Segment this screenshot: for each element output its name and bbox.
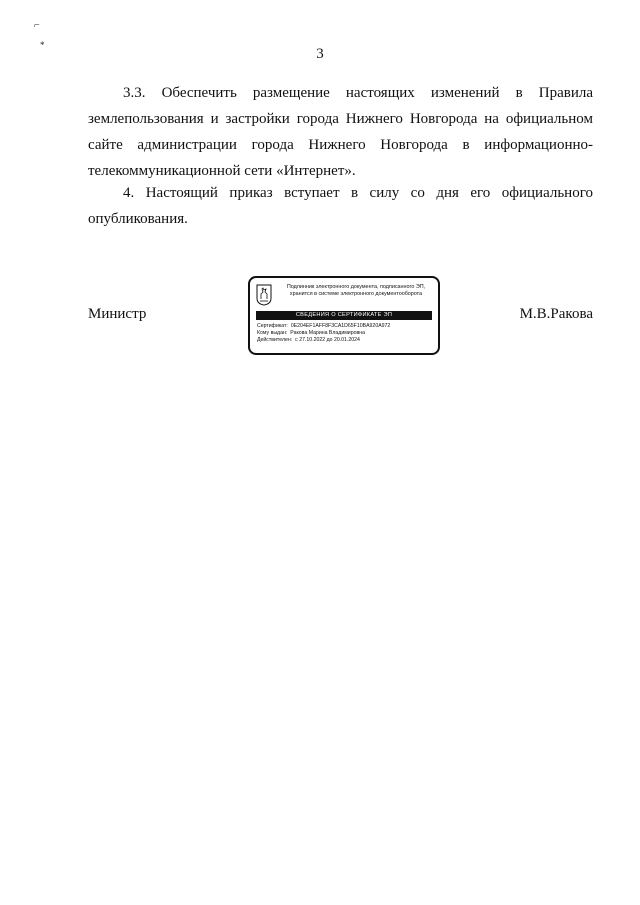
issued-label: Кому выдан:	[257, 330, 288, 336]
certificate-label: Сертификат:	[257, 323, 288, 329]
signer-name: М.В.Ракова	[519, 306, 593, 322]
stamp-details	[257, 323, 435, 344]
paragraph-3-3-end: телекоммуникационной сети «Интернет».	[88, 163, 356, 179]
paragraph-3-3	[88, 80, 593, 158]
valid-value: с 27.10.2022 до 20.01.2024	[295, 337, 360, 343]
valid-label: Действителен:	[257, 337, 293, 343]
signer-title: Министр	[88, 306, 147, 322]
scan-mark-top: ⌐	[34, 20, 40, 31]
scan-mark-second: *	[40, 40, 45, 50]
stamp-row-issued	[257, 330, 435, 337]
stamp-header	[276, 284, 436, 298]
paragraph-4: 4. Настоящий приказ вступает в силу со дня его официального	[123, 185, 593, 201]
page-number: 3	[316, 46, 324, 62]
stamp-row-valid	[257, 337, 435, 344]
deer-emblem-icon	[256, 284, 272, 306]
stamp-certificate-bar: СВЕДЕНИЯ О СЕРТИФИКАТЕ ЭП	[256, 311, 432, 320]
certificate-value: 0E204EF1AFF8F3CA1D65F10BA920A972	[290, 323, 391, 329]
stamp-header-line1: Подлинник электронного документа, подписанного ЭП,	[286, 284, 426, 290]
issued-value: Ракова Марина Владимировна	[290, 330, 365, 336]
stamp-header-line2: хранится в системе электронного документооборота	[289, 291, 423, 297]
e-signature-stamp	[248, 276, 440, 355]
stamp-row-certificate	[257, 323, 435, 330]
paragraph-4-end: опубликования.	[88, 211, 188, 227]
paragraph-3-3-text: 3.3. Обеспечить размещение настоящих изменений в Правила землепользования и застройки города Нижнего Новгорода на официальном сайте администрации города Нижнего Новгорода в информационно-	[88, 85, 593, 153]
